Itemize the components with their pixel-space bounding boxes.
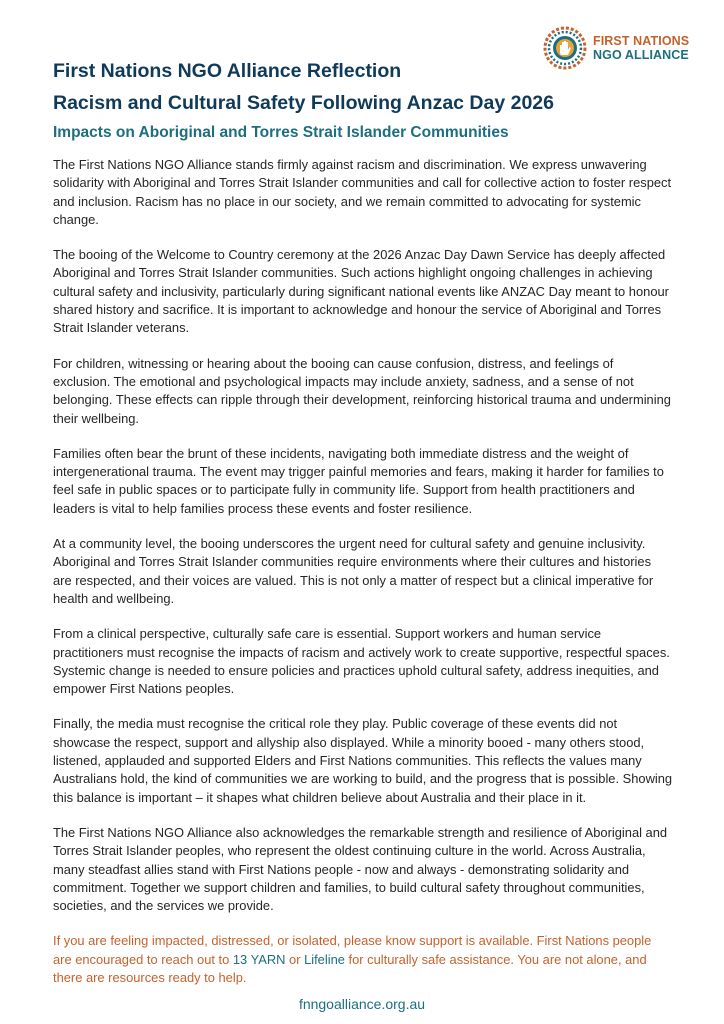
page-subtitle: Impacts on Aboriginal and Torres Strait Islander Communities — [53, 124, 509, 141]
logo-line-2: NGO ALLIANCE — [593, 48, 689, 62]
alliance-logo — [543, 26, 689, 70]
paragraph-7: Finally, the media must recognise the critical role they play. Public coverage of these events did not showcase the respect, support and allyship also displayed. While a minority booed - many others stood, listened, applauded and supported Elders and First Nations communities. This reflects the values many Australians hold, the kind of communities we are working to build, and the progress that is possible. Showing this balance is important – it shapes what children believe about Australia and their place in it. — [53, 716, 673, 805]
page-title-line-2: Racism and Cultural Safety Following Anzac Day 2026 — [53, 92, 555, 114]
hand-emblem-icon — [543, 26, 587, 70]
footer-website-link[interactable]: fnngoalliance.org.au — [298, 996, 426, 1012]
lifeline-link[interactable]: Lifeline — [304, 951, 345, 967]
paragraph-1: The First Nations NGO Alliance stands firmly against racism and discrimination. We express unwavering solidarity with Aboriginal and Torres Strait Islander communities and call for collective action to foster respect and inclusion. Racism has no place in our society, and we remain committed to advocating for systemic change. — [53, 157, 672, 227]
document-body — [53, 156, 673, 1004]
paragraph-4: Families often bear the brunt of these incidents, navigating both immediate distress and the weight of intergenerational trauma. The event may trigger painful memories and fears, making it harder for families to feel safe in public spaces or to participate fully in community life. Support from health practitioners and leaders is vital to help families process these events and foster resilience. — [53, 445, 664, 516]
support-text-end: for culturally safe assistance. You are not alone, and there are resources ready to help. — [53, 951, 647, 985]
logo-line-1: FIRST NATIONS — [593, 34, 690, 48]
paragraph-8: The First Nations NGO Alliance also acknowledges the remarkable strength and resilience of Aboriginal and Torres Strait Islander peoples, who represent the oldest continuing culture in the world. Across Australia, many steadfast allies stand with First Nations people - now and always - demonstrating solidarity and commitment. Together we support children and families, to build cultural safety throughout communities, societies, and the services we provide. — [53, 824, 668, 914]
support-text-mid: or — [285, 951, 305, 967]
support-text-start: If you are feeling impacted, distressed, or isolated, please know support is available. First Nations people are encouraged to reach out to — [53, 933, 652, 967]
paragraph-3: For children, witnessing or hearing about the booing can cause confusion, distress, and feelings of exclusion. The emotional and psychological impacts may include anxiety, sadness, and a sense of not belonging. These effects can ripple through their development, reinforcing historical trauma and undermining their wellbeing. — [53, 355, 671, 426]
page-title: First Nations NGO Alliance Reflection — [53, 60, 402, 82]
support-notice — [53, 932, 673, 987]
paragraph-5: At a community level, the booing underscores the urgent need for cultural safety and genuine inclusivity. Aboriginal and Torres Strait Islander communities require environments where their cultures and histories are respected, and their voices are valued. This is not only a matter of respect but a clinical imperative for health and wellbeing. — [53, 536, 654, 606]
paragraph-2: The booing of the Welcome to Country ceremony at the 2026 Anzac Day Dawn Service has deeply affected Aboriginal and Torres Strait Islander communities. Such actions highlight ongoing challenges in achieving cultural safety and inclusivity, particularly during significant national events like ANZAC Day meant to honour shared history and sacrifice. It is important to acknowledge and honour the service of Aboriginal and Torres Strait Islander veterans. — [53, 247, 669, 336]
paragraph-6: From a clinical perspective, culturally safe care is essential. Support workers and human service practitioners must recognise the impacts of racism and actively work to create supportive, respectful spaces. Systemic change is needed to ensure policies and practices uphold cultural safety, address inequities, and empower First Nations peoples. — [53, 626, 670, 697]
13-yarn-link[interactable]: 13 YARN — [232, 951, 286, 967]
